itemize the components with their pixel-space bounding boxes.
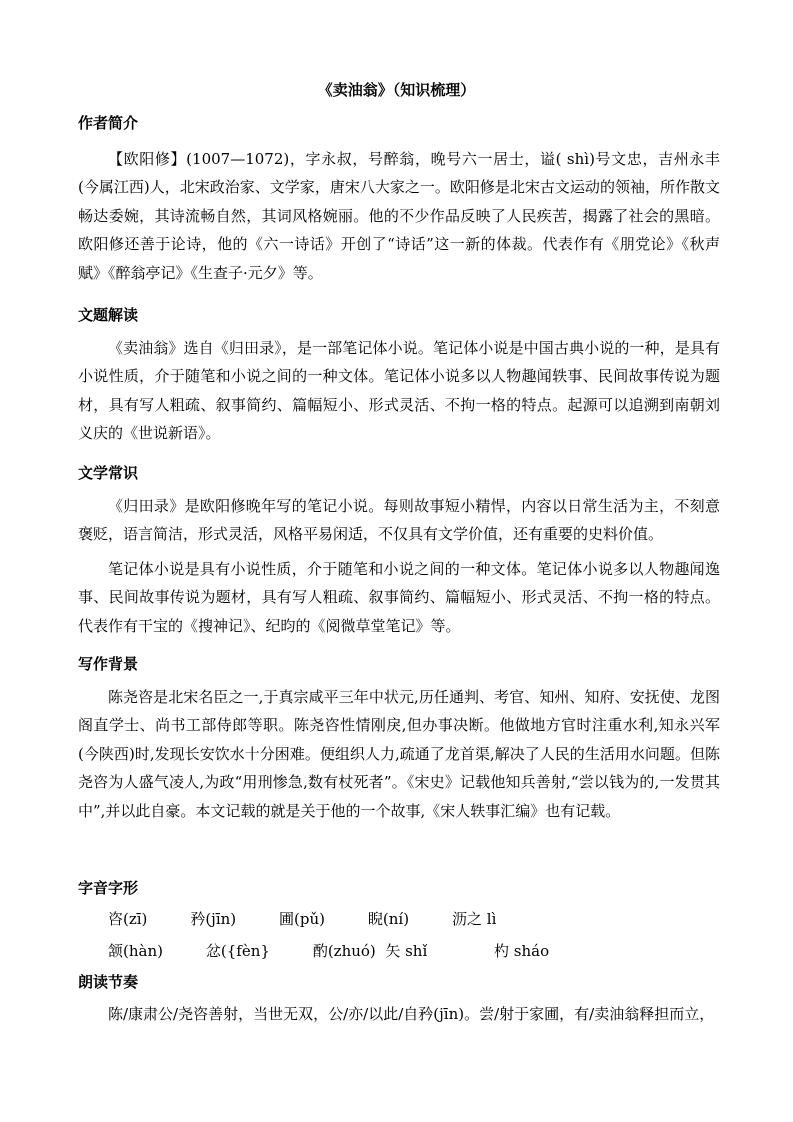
- heading-literary-knowledge: 文学常识: [78, 464, 139, 482]
- document-title: 《卖油翁》（知识梳理）: [317, 81, 476, 99]
- heading-background: 写作背景: [78, 655, 139, 673]
- pronunciation-line-2: 颔(hàn) 忿({fèn} 酌(zhuó) 矢 shǐ 杓 sháo: [108, 942, 550, 960]
- heading-author: 作者简介: [78, 114, 139, 132]
- pronunciation-line-1: 咨(zī) 矜(jīn) 圃(pǔ) 睨(ní) 沥之 lì: [108, 910, 497, 928]
- literary-paragraph-2: 笔记体小说是具有小说性质，介于随笔和小说之间的一种文体。笔记体小说多以人物趣闻逸事、民间故事传说为题材，具有写人粗疏、叙事简约、篇幅短小、形式灵活、不拘一格的特点。代表作有干宝的《搜神记》、纪昀的《阅微草堂笔记》等。: [78, 560, 720, 635]
- literary-paragraph-1: 《归田录》是欧阳修晚年写的笔记小说。每则故事短小精悍，内容以日常生活为主，不刻意褒贬，语言简洁，形式灵活，风格平易闲适，不仅具有文学价值，还有重要的史料价值。: [78, 497, 720, 544]
- title-interpretation-paragraph: 《卖油翁》选自《归田录》，是一部笔记体小说。笔记体小说是中国古典小说的一种，是具有小说性质，介于随笔和小说之间的一种文体。笔记体小说多以人物趣闻轶事、民间故事传说为题材，具有写人粗疏、叙事简约、篇幅短小、形式灵活、不拘一格的特点。起源可以追溯到南朝刘义庆的《世说新语》。: [78, 339, 720, 443]
- heading-title-interpretation: 文题解读: [78, 306, 139, 324]
- reading-rhythm-paragraph: 陈/康肃公/尧咨善射，当世无双，公/亦/以此/自矜(jīn)。尝/射于家圃，有/卖油翁释担而立，: [108, 1005, 715, 1023]
- heading-pronunciation: 字音字形: [78, 879, 139, 897]
- author-paragraph: 【欧阳修】(1007—1072)，字永叔，号醉翁，晚号六一居士，谥( shì)号文忠，吉州永丰(今属江西)人，北宋政治家、文学家，唐宋八大家之一。欧阳修是北宋古文运动的领袖，所作散文畅达委婉，其诗流畅自然，其词风格婉丽。他的不少作品反映了人民疾苦，揭露了社会的黑暗。欧阳修还善于论诗，他的《六一诗话》开创了“诗话”这一新的体裁。代表作有《朋党论》《秋声赋》《醉翁亭记》《生查子·元夕》等。: [78, 150, 720, 282]
- heading-reading-rhythm: 朗读节奏: [78, 973, 139, 991]
- background-paragraph: 陈尧咨是北宋名臣之一,于真宗咸平三年中状元,历任通判、考官、知州、知府、安抚使、龙图阁直学士、尚书工部侍郎等职。陈尧咨性情刚戾,但办事决断。他做地方官时注重水利,知永兴军(今陕西)时,发现长安饮水十分困难。便组织人力,疏通了龙首渠,解决了人民的生活用水问题。但陈尧咨为人盛气凌人,为政“用刑惨急,数有杖死者”。《宋史》记载他知兵善射,“尝以钱为的,一发贯其中”,并以此自豪。本文记载的就是关于他的一个故事,《宋人轶事汇编》也有记载。: [78, 688, 720, 820]
